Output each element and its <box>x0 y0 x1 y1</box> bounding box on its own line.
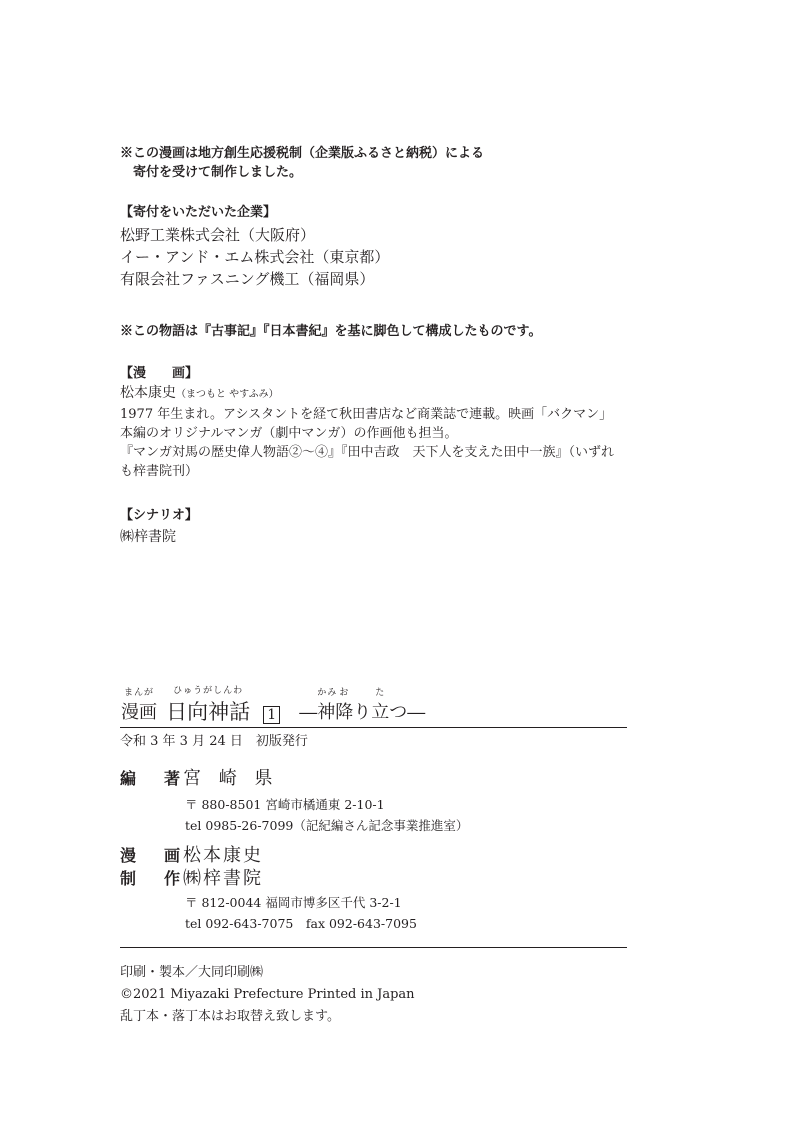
editor-name: 宮 崎 県 <box>183 768 279 789</box>
scenario-value: ㈱梓書院 <box>120 529 176 545</box>
title-prefix-ruby: まんが <box>123 688 154 698</box>
colophon-footer <box>120 962 415 1028</box>
manga-artist: 松本康史 <box>183 845 263 866</box>
subtitle-ri: り <box>353 702 372 723</box>
manga-label: 漫 画 <box>120 846 187 865</box>
volume-number: 1 <box>263 706 280 724</box>
copyright: ©2021 Miyazaki Prefecture Printed in Japan <box>120 987 415 1002</box>
funding-notice-line1: ※この漫画は地方創生応援税制（企業版ふるさと納税）による <box>120 146 485 161</box>
production-label: 制 作 <box>120 869 187 888</box>
book-title <box>121 686 631 726</box>
publication-date: 令和 3 年 3 月 24 日 初版発行 <box>120 734 308 749</box>
bio-line: 『マンガ対馬の歴史偉人物語②〜④』『田中吉政 天下人を支えた田中一族』（いずれ <box>120 445 615 460</box>
subtitle-end: つ― <box>389 702 426 723</box>
bio-line: 本編のオリジナルマンガ（劇中マンガ）の作画他も担当。 <box>120 426 458 441</box>
artist-name: 松本康史 <box>120 385 176 401</box>
colophon-top-rule <box>120 727 627 728</box>
editor-tel: tel 0985-26-7099（記紀編さん記念事業推進室） <box>185 818 469 833</box>
sponsors-section <box>120 203 389 290</box>
scenario-heading: 【シナリオ】 <box>120 508 198 523</box>
production-postal-address: 〒 812-0044 福岡市博多区千代 3-2-1 <box>185 895 402 910</box>
source-notice: ※この物語は『古事記』『日本書紀』を基に脚色して構成したものです。 <box>120 324 542 339</box>
manga-section <box>120 364 614 481</box>
colophon-bottom-rule <box>120 947 627 948</box>
sponsors-heading: 【寄付をいただいた企業】 <box>120 205 277 220</box>
editor-postal-address: 〒 880-8501 宮崎市橘通東 2-10-1 <box>185 797 385 812</box>
sponsor-item: イー・アンド・エム株式会社（東京都） <box>120 248 390 266</box>
sponsor-item: 松野工業株式会社（大阪府） <box>120 226 316 244</box>
production-company: ㈱梓書院 <box>183 868 263 889</box>
title-main: ひゅうがしんわ 日向神話 <box>166 686 251 724</box>
manga-heading: 【漫 画】 <box>120 366 199 381</box>
funding-notice-line2: 寄付を受けて制作しました。 <box>120 165 303 180</box>
replacement-notice: 乱丁本・落丁本はお取替え致します。 <box>120 1009 340 1024</box>
bio-line: も梓書院刊） <box>120 464 199 479</box>
printing-info: 印刷・製本／大同印刷㈱ <box>120 965 264 980</box>
subtitle-kami: かみ 神 <box>317 688 338 723</box>
scenario-section <box>120 506 198 547</box>
title-main-ruby: ひゅうがしんわ <box>173 686 244 696</box>
artist-line <box>120 383 614 405</box>
subtitle-dash-open: ― <box>299 702 318 723</box>
subtitle-o: お 降 <box>335 688 354 723</box>
bio-line: 1977 年生まれ。アシスタントを経て秋田書店など商業誌で連載。映画「バクマン」 <box>120 407 613 422</box>
production-tel-fax: tel 092-643-7075 fax 092-643-7095 <box>185 916 417 931</box>
sponsor-item: 有限会社ファスニング機工（福岡県） <box>120 270 375 288</box>
subtitle-ta: た 立 <box>371 688 390 723</box>
funding-notice <box>120 144 484 182</box>
title-prefix: まんが 漫画 <box>121 688 157 723</box>
artist-reading: （まつもと やすふみ） <box>176 389 279 400</box>
editor-label: 編 著 <box>120 769 187 788</box>
